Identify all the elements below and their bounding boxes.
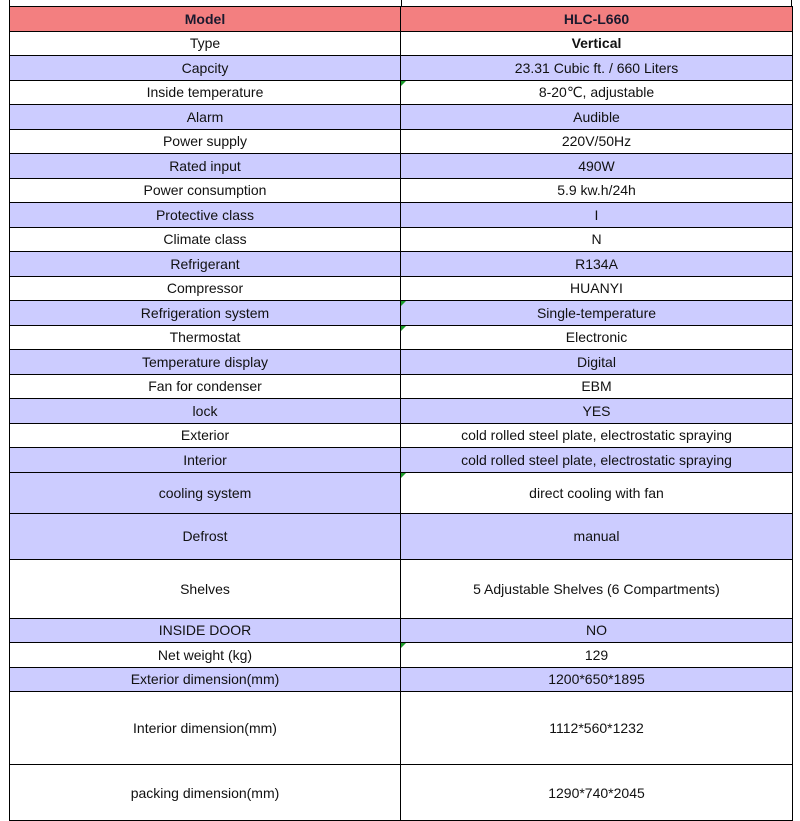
row-value: cold rolled steel plate, electrostatic spraying <box>401 448 793 473</box>
row-label: Interior dimension(mm) <box>10 692 401 765</box>
row-label: Alarm <box>10 105 401 130</box>
row-value: 129 <box>401 643 793 668</box>
table-row <box>10 129 793 154</box>
row-value: Single-temperature <box>401 301 793 326</box>
row-value: YES <box>401 399 793 424</box>
row-value: 1200*650*1895 <box>401 667 793 692</box>
row-label: Exterior dimension(mm) <box>10 667 401 692</box>
row-value: manual <box>401 513 793 559</box>
header-value: HLC-L660 <box>401 7 793 32</box>
row-label: Temperature display <box>10 350 401 375</box>
table-row <box>10 643 793 668</box>
row-label: Fan for condenser <box>10 374 401 399</box>
table-row <box>10 56 793 81</box>
row-value: Digital <box>401 350 793 375</box>
row-value: 5.9 kw.h/24h <box>401 178 793 203</box>
row-value: NO <box>401 618 793 643</box>
row-label: Protective class <box>10 203 401 228</box>
row-value: HUANYI <box>401 276 793 301</box>
row-label: Interior <box>10 448 401 473</box>
row-label: Power supply <box>10 129 401 154</box>
row-value: Vertical <box>401 31 793 56</box>
table-row <box>10 765 793 821</box>
row-label: Refrigeration system <box>10 301 401 326</box>
row-label: INSIDE DOOR <box>10 618 401 643</box>
row-value: cold rolled steel plate, electrostatic spraying <box>401 423 793 448</box>
table-row <box>10 559 793 618</box>
row-label: cooling system <box>10 472 401 513</box>
table-row <box>10 178 793 203</box>
table-row <box>10 227 793 252</box>
row-label: Rated input <box>10 154 401 179</box>
header-label: Model <box>10 7 401 32</box>
table-row <box>10 276 793 301</box>
row-label: Type <box>10 31 401 56</box>
row-label: Defrost <box>10 513 401 559</box>
row-value: 490W <box>401 154 793 179</box>
table-row <box>10 325 793 350</box>
row-value: N <box>401 227 793 252</box>
row-label: Refrigerant <box>10 252 401 277</box>
table-row <box>10 252 793 277</box>
top-border-strip <box>9 0 792 6</box>
row-value: 220V/50Hz <box>401 129 793 154</box>
row-label: Power consumption <box>10 178 401 203</box>
row-value: Audible <box>401 105 793 130</box>
row-label: Climate class <box>10 227 401 252</box>
table-row <box>10 423 793 448</box>
table-row <box>10 301 793 326</box>
row-value: 8-20℃, adjustable <box>401 80 793 105</box>
table-header-row <box>10 7 793 32</box>
table-row <box>10 667 793 692</box>
table-row <box>10 472 793 513</box>
row-value: 23.31 Cubic ft. / 660 Liters <box>401 56 793 81</box>
table-row <box>10 374 793 399</box>
row-label: Inside temperature <box>10 80 401 105</box>
row-value: I <box>401 203 793 228</box>
row-value: 1112*560*1232 <box>401 692 793 765</box>
row-label: Net weight (kg) <box>10 643 401 668</box>
row-label: packing dimension(mm) <box>10 765 401 821</box>
table-row <box>10 350 793 375</box>
row-value: 1290*740*2045 <box>401 765 793 821</box>
table-row <box>10 31 793 56</box>
table-row <box>10 154 793 179</box>
table-row <box>10 105 793 130</box>
row-label: Thermostat <box>10 325 401 350</box>
spec-table <box>9 6 793 821</box>
table-row <box>10 618 793 643</box>
row-label: lock <box>10 399 401 424</box>
row-value: direct cooling with fan <box>401 472 793 513</box>
row-label: Exterior <box>10 423 401 448</box>
table-row <box>10 513 793 559</box>
row-label: Compressor <box>10 276 401 301</box>
table-row <box>10 448 793 473</box>
table-row <box>10 399 793 424</box>
table-row <box>10 203 793 228</box>
row-value: R134A <box>401 252 793 277</box>
table-row <box>10 80 793 105</box>
row-value: 5 Adjustable Shelves (6 Compartments) <box>401 559 793 618</box>
row-label: Shelves <box>10 559 401 618</box>
spec-sheet <box>9 0 792 821</box>
row-label: Capcity <box>10 56 401 81</box>
row-value: Electronic <box>401 325 793 350</box>
table-row <box>10 692 793 765</box>
row-value: EBM <box>401 374 793 399</box>
